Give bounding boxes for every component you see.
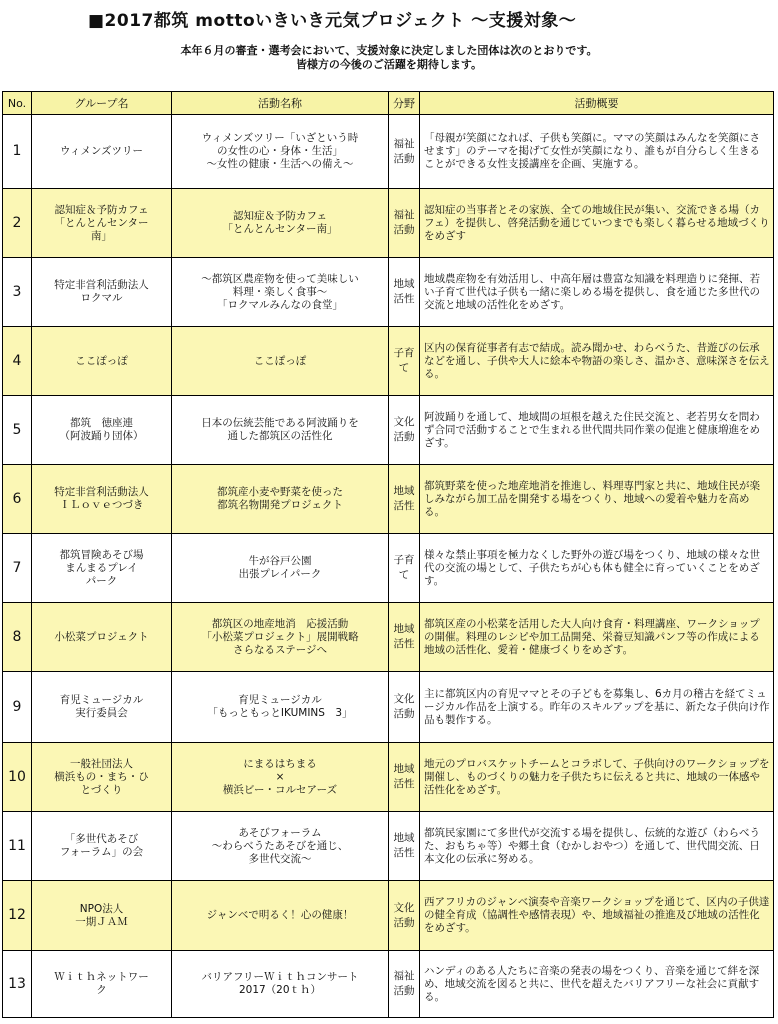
table-row bbox=[3, 672, 774, 743]
activity-name-line: 「小松菜プロジェクト」展開戦略 bbox=[201, 630, 359, 643]
group-name-line: ウィメンズツリー bbox=[59, 145, 144, 157]
group-name bbox=[32, 189, 172, 258]
group-name bbox=[32, 672, 172, 743]
intro-text bbox=[0, 44, 778, 72]
group-name-line: ク bbox=[96, 984, 107, 996]
activity-name-line: 多世代交流〜 bbox=[248, 852, 312, 865]
activity-summary: 主に都筑区内の育児ママとその子どもを募集し、6カ月の稽古を経てミュージカル作品を上演する。昨年のスキルアップを基に、新たな子供向け作品も製作する。 bbox=[420, 672, 774, 743]
group-name-line: 小松菜プロジェクト bbox=[54, 630, 149, 643]
group-name-line: 特定非営利活動法人 bbox=[54, 279, 149, 291]
activity-name-line: にまるはちまる bbox=[243, 757, 317, 770]
table-row bbox=[3, 534, 774, 603]
activity-name-line: ここぽっぽ bbox=[253, 354, 307, 367]
activity-name-line: 〜わらべうたあそびを通じ、 bbox=[211, 839, 349, 852]
activity-name bbox=[172, 951, 389, 1018]
category-line: て bbox=[398, 362, 410, 374]
category-line: 地域 bbox=[393, 763, 415, 775]
category-line: 福祉 bbox=[393, 209, 415, 221]
group-name bbox=[32, 812, 172, 881]
header-category: 分野 bbox=[389, 92, 420, 115]
activity-name-line: × bbox=[275, 770, 285, 783]
category bbox=[389, 812, 420, 881]
row-number: 3 bbox=[3, 258, 32, 327]
activity-name bbox=[172, 189, 389, 258]
intro-line-2: 皆様方の今後のご活躍を期待します。 bbox=[295, 58, 483, 71]
group-name bbox=[32, 881, 172, 951]
category-line: 文化 bbox=[393, 416, 415, 428]
table-row bbox=[3, 396, 774, 465]
activity-summary: 西アフリカのジャンベ演奏や音楽ワークショップを通じて、区内の子供達の健全育成（協調性や感情表現）や、地域福祉の推進及び地域の活性化をめざす。 bbox=[420, 881, 774, 951]
activity-name-line: 「とんとんセンター南」 bbox=[222, 223, 338, 235]
activity-name bbox=[172, 396, 389, 465]
row-number: 8 bbox=[3, 603, 32, 672]
intro-line-1: 本年６月の審査・選考会において、支援対象に決定しました団体は次のとおりです。 bbox=[180, 44, 598, 57]
row-number: 9 bbox=[3, 672, 32, 743]
category-line: 活動 bbox=[393, 916, 415, 929]
category-line: 活性 bbox=[393, 638, 415, 650]
group-name-line: フォーラム」の会 bbox=[59, 846, 144, 858]
category-line: 活動 bbox=[393, 708, 415, 720]
category-line: 活性 bbox=[393, 293, 415, 305]
activity-name bbox=[172, 465, 389, 534]
table-row bbox=[3, 812, 774, 881]
table-row bbox=[3, 115, 774, 189]
activity-name-line: 通した都筑区の活性化 bbox=[227, 430, 333, 442]
activity-summary: 地元のプロバスケットチームとコラボして、子供向けのワークショップを開催し、ものづくりの魅力を子供たちに伝えると共に、地域の一体感や活性化をめざす。 bbox=[420, 743, 774, 812]
group-name-line: 「とんとんセンター bbox=[54, 216, 149, 229]
activity-name-line: 都筑区の地産地消 応援活動 bbox=[211, 617, 349, 630]
activity-name bbox=[172, 327, 389, 396]
category-line: 活動 bbox=[393, 152, 415, 165]
category-line: 活性 bbox=[393, 778, 415, 790]
group-name-line: 南」 bbox=[91, 229, 112, 242]
category bbox=[389, 465, 420, 534]
category-line: 文化 bbox=[393, 693, 415, 705]
activity-name-line: 都筑名物開発プロジェクト bbox=[217, 499, 343, 511]
table-row bbox=[3, 951, 774, 1018]
activity-name-line: 育児ミュージカル bbox=[238, 694, 322, 706]
group-name-line: パーク bbox=[85, 574, 118, 587]
group-name-line: ここぽっぽ bbox=[75, 354, 128, 367]
category bbox=[389, 327, 420, 396]
row-number: 4 bbox=[3, 327, 32, 396]
group-name-line: 実行委員会 bbox=[75, 707, 128, 719]
group-name-line: Ｗｉｔｈネットワー bbox=[54, 971, 149, 983]
category-line: 活動 bbox=[393, 985, 415, 997]
row-number: 11 bbox=[3, 812, 32, 881]
category-line: 地域 bbox=[393, 278, 415, 290]
category-line: 子育 bbox=[393, 554, 415, 566]
table-row bbox=[3, 603, 774, 672]
activity-summary: 都筑区産の小松菜を活用した大人向け食育・料理講座、ワークショップの開催。料理のレシピや加工品開発、栄養豆知識パンフ等の作成による地域の活性化、愛着・健康づくりをめざす。 bbox=[420, 603, 774, 672]
group-name-line: 横浜もの・まち・ひ bbox=[54, 770, 149, 783]
activity-name-line: 料理・楽しく食事〜 bbox=[232, 285, 328, 298]
category-line: 福祉 bbox=[393, 970, 415, 982]
category bbox=[389, 534, 420, 603]
table-row bbox=[3, 327, 774, 396]
activity-name-line: 日本の伝統芸能である阿波踊りを bbox=[201, 417, 359, 429]
group-name-line: 都筑 徳座連 bbox=[70, 417, 133, 429]
activity-name-line: 「もっともっとIKUMINS 3」 bbox=[207, 707, 353, 719]
activity-name-line: 「ロクマルみんなの食堂」 bbox=[217, 298, 343, 311]
row-number: 7 bbox=[3, 534, 32, 603]
group-name-line: とづくり bbox=[80, 783, 123, 796]
group-name bbox=[32, 327, 172, 396]
category bbox=[389, 881, 420, 951]
group-name-line: ロクマル bbox=[80, 292, 123, 304]
row-number: 5 bbox=[3, 396, 32, 465]
category-line: 活動 bbox=[393, 431, 415, 443]
activity-name-line: あそびフォーラム bbox=[238, 826, 322, 839]
activity-summary: 「母親が笑顔になれば、子供も笑顔に。ママの笑顔はみんなを笑顔にさせます」のテーマを掲げて女性が笑顔になり、誰もが自分らしく生きることができる女性支援講座を企画、実施する。 bbox=[420, 115, 774, 189]
group-name-line: 都筑冒険あそび場 bbox=[59, 548, 144, 561]
group-name-line: 一期ＪＡＭ bbox=[75, 915, 128, 928]
row-number: 13 bbox=[3, 951, 32, 1018]
activity-name bbox=[172, 743, 389, 812]
activity-name-line: 牛が谷戸公園 bbox=[248, 555, 312, 567]
category bbox=[389, 672, 420, 743]
table-row bbox=[3, 465, 774, 534]
row-number: 1 bbox=[3, 115, 32, 189]
category-line: 文化 bbox=[393, 901, 415, 914]
page-title: ■2017都筑 mottoいきいき元気プロジェクト 〜支援対象〜 bbox=[88, 11, 577, 31]
group-name bbox=[32, 115, 172, 189]
activity-summary: 地域農産物を有効活用し、中高年層は豊富な知識を料理造りに発揮、若い子育て世代は子供も一緒に楽しめる場を提供し、食を通じた多世代の交流と地域の活性化をめざす。 bbox=[420, 258, 774, 327]
header-group: グループ名 bbox=[32, 92, 172, 115]
group-name-line: 育児ミュージカル bbox=[59, 694, 144, 706]
group-name-line: 認知症＆予防カフェ bbox=[54, 203, 149, 216]
group-name-line: 一般社団法人 bbox=[70, 757, 133, 770]
category-line: 地域 bbox=[393, 485, 415, 497]
activity-name bbox=[172, 258, 389, 327]
group-name bbox=[32, 534, 172, 603]
group-name-line: （阿波踊り団体） bbox=[59, 430, 144, 442]
row-number: 2 bbox=[3, 189, 32, 258]
header-activity: 活動名称 bbox=[172, 92, 389, 115]
header-summary: 活動概要 bbox=[420, 92, 774, 115]
group-name bbox=[32, 396, 172, 465]
group-name bbox=[32, 258, 172, 327]
header-no: No. bbox=[3, 92, 32, 115]
activity-name bbox=[172, 534, 389, 603]
support-table bbox=[2, 91, 774, 1018]
table-row bbox=[3, 881, 774, 951]
activity-summary: ハンディのある人たちに音楽の発表の場をつくり、音楽を通じて絆を深め、地域交流を図ると共に、世代を超えたバリアフリーな社会に貢献する。 bbox=[420, 951, 774, 1018]
group-name-line: 特定非営利活動法人 bbox=[54, 486, 149, 498]
activity-name-line: 〜女性の健康・生活への備え〜 bbox=[206, 158, 354, 170]
group-name bbox=[32, 465, 172, 534]
table-row bbox=[3, 189, 774, 258]
table-row bbox=[3, 258, 774, 327]
group-name bbox=[32, 951, 172, 1018]
category bbox=[389, 396, 420, 465]
category-line: 地域 bbox=[393, 623, 415, 635]
category bbox=[389, 189, 420, 258]
table-header-row bbox=[3, 92, 774, 115]
table-row bbox=[3, 743, 774, 812]
category-line: 子育 bbox=[393, 347, 415, 359]
activity-name-line: 都筑産小麦や野菜を使った bbox=[217, 486, 343, 498]
activity-name bbox=[172, 672, 389, 743]
activity-name-line: の女性の心・身体・生活」 bbox=[217, 145, 343, 157]
row-number: 12 bbox=[3, 881, 32, 951]
activity-summary: 認知症の当事者とその家族、全ての地域住民が集い、交流できる場（カフェ）を提供し、啓発活動を通じていつまでも楽しく暮らせる地域づくりをめざす bbox=[420, 189, 774, 258]
row-number: 10 bbox=[3, 743, 32, 812]
category bbox=[389, 603, 420, 672]
activity-name bbox=[172, 603, 389, 672]
group-name bbox=[32, 743, 172, 812]
activity-name-line: さらなるステージへ bbox=[232, 643, 328, 656]
activity-summary: 様々な禁止事項を極力なくした野外の遊び場をつくり、地域の様々な世代の交流の場として、子供たちが心も体も健全に育っていくことをめざす。 bbox=[420, 534, 774, 603]
activity-name bbox=[172, 812, 389, 881]
group-name-line: NPO法人 bbox=[79, 902, 124, 915]
activity-summary: 区内の保育従事者有志で結成。読み聞かせ、わらべうた、昔遊びの伝承などを通し、子供や大人に絵本や物語の楽しさ、温かさ、意味深さを伝える。 bbox=[420, 327, 774, 396]
activity-name-line: ウィメンズツリー「いざという時 bbox=[201, 132, 359, 144]
activity-name-line: バリアフリーＷｉｔｈコンサート bbox=[201, 971, 359, 983]
activity-summary: 都筑民家園にて多世代が交流する場を提供し、伝統的な遊び（わらべうた、おもちゃ等）や郷土食（むかしおやつ）を通して、世代間交流、日本文化の伝承に努める。 bbox=[420, 812, 774, 881]
category bbox=[389, 258, 420, 327]
row-number: 6 bbox=[3, 465, 32, 534]
table-body bbox=[3, 115, 774, 1018]
category-line: 活性 bbox=[393, 500, 415, 512]
activity-name-line: 認知症＆予防カフェ bbox=[233, 210, 327, 222]
activity-name-line: 出張プレイパーク bbox=[238, 568, 322, 580]
activity-summary: 都筑野菜を使った地産地消を推進し、料理専門家と共に、地域住民が楽しみながら加工品を開発する場をつくり、地域への愛着や魅力を高める。 bbox=[420, 465, 774, 534]
category-line: て bbox=[398, 569, 410, 581]
activity-name-line: 〜都筑区農産物を使って美味しい bbox=[201, 272, 359, 285]
activity-name bbox=[172, 115, 389, 189]
group-name-line: まんまるプレイ bbox=[65, 561, 138, 574]
category-line: 活動 bbox=[393, 224, 415, 236]
activity-name bbox=[172, 881, 389, 951]
activity-summary: 阿波踊りを通して、地域間の垣根を越えた住民交流と、老若男女を問わず合同で活動することで生まれる世代間共同作業の促進と健康増進をめざす。 bbox=[420, 396, 774, 465]
group-name bbox=[32, 603, 172, 672]
category bbox=[389, 743, 420, 812]
category bbox=[389, 951, 420, 1018]
category-line: 地域 bbox=[393, 832, 415, 844]
activity-name-line: 2017（20ｔｈ） bbox=[238, 984, 322, 996]
category-line: 福祉 bbox=[393, 137, 415, 150]
group-name-line: 「多世代あそび bbox=[64, 833, 139, 845]
category bbox=[389, 115, 420, 189]
activity-name-line: ジャンベで明るく！心の健康！ bbox=[206, 909, 354, 921]
category-line: 活性 bbox=[393, 847, 415, 859]
group-name-line: ＩＬｏｖｅつづき bbox=[59, 499, 144, 511]
activity-name-line: 横浜ビー・コルセアーズ bbox=[222, 783, 338, 796]
